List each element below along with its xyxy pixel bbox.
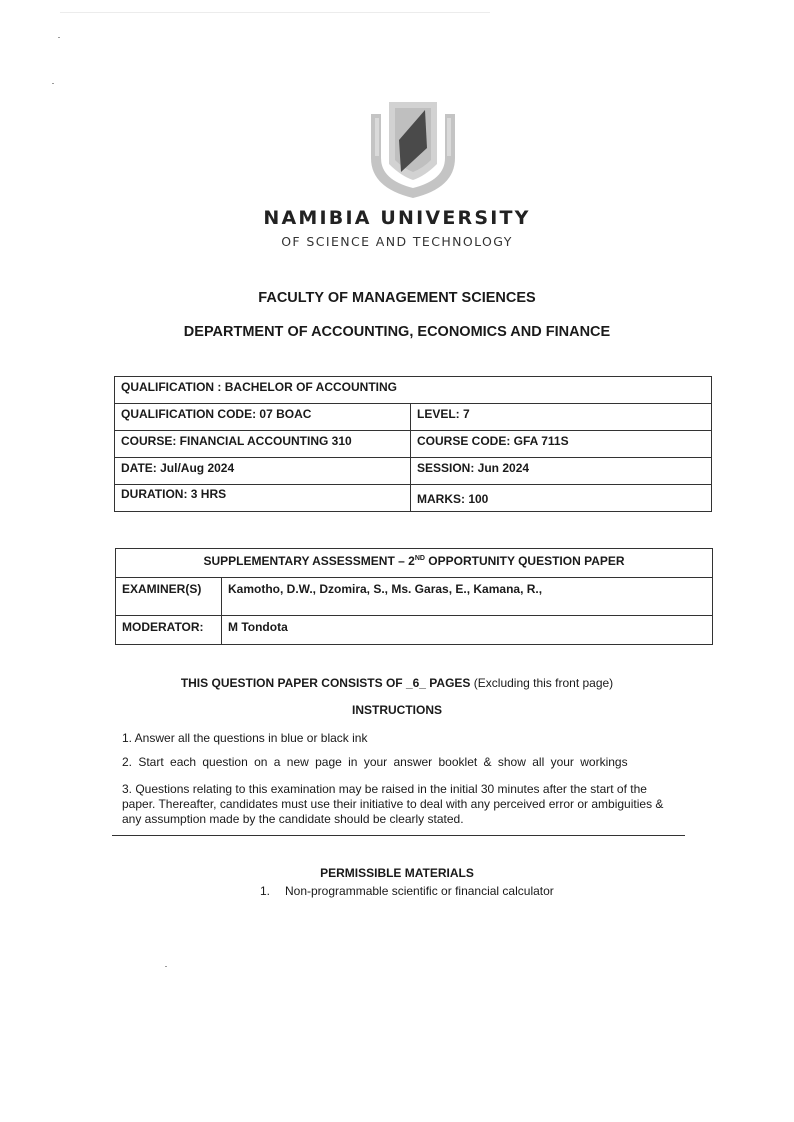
- scan-speck: [52, 83, 54, 84]
- moderator-label: MODERATOR:: [116, 616, 222, 645]
- duration-cell: DURATION: 3 HRS: [115, 485, 411, 512]
- session-cell: SESSION: Jun 2024: [411, 458, 712, 485]
- instructions-heading: INSTRUCTIONS: [352, 703, 442, 717]
- marks-cell: MARKS: 100: [411, 485, 712, 512]
- instruction-item: 1. Answer all the questions in blue or black ink: [122, 731, 368, 745]
- examiner-label: EXAMINER(S): [116, 578, 222, 616]
- course-code-cell: COURSE CODE: GFA 711S: [411, 431, 712, 458]
- qualification-cell: QUALIFICATION : BACHELOR OF ACCOUNTING: [115, 377, 712, 404]
- page-count-note: THIS QUESTION PAPER CONSISTS OF _6_ PAGES (Excluding this front page): [180, 676, 614, 690]
- divider: [112, 835, 685, 836]
- scan-artifact-line: [60, 12, 490, 13]
- examiner-value: Kamotho, D.W., Dzomira, S., Ms. Garas, E., Kamana, R.,: [222, 578, 713, 616]
- university-name: NAMIBIA UNIVERSITY: [263, 207, 531, 229]
- instruction-item: 2. Start each question on a new page in your answer booklet & show all your workings: [122, 755, 628, 769]
- level-cell: LEVEL: 7: [411, 404, 712, 431]
- course-cell: COURSE: FINANCIAL ACCOUNTING 310: [115, 431, 411, 458]
- qualification-code-cell: QUALIFICATION CODE: 07 BOAC: [115, 404, 411, 431]
- scan-speck: [58, 37, 60, 38]
- assessment-title: SUPPLEMENTARY ASSESSMENT – 2ND OPPORTUNITY QUESTION PAPER: [116, 549, 713, 578]
- scan-speck: [165, 966, 167, 967]
- instruction-item: 3. Questions relating to this examination may be raised in the initial 30 minutes after the start of the paper. Thereafter, candidates must use their initiative to deal with any perceived error or ambiguities & any assumption made by the candidate should be clearly stated.: [122, 782, 664, 826]
- university-shield-logo-icon: [365, 96, 461, 200]
- faculty-title: FACULTY OF MANAGEMENT SCIENCES: [258, 290, 536, 306]
- university-subtitle: OF SCIENCE AND TECHNOLOGY: [281, 234, 513, 249]
- moderator-value: M Tondota: [222, 616, 713, 645]
- qualification-table: [114, 376, 712, 512]
- date-cell: DATE: Jul/Aug 2024: [115, 458, 411, 485]
- permissible-materials-heading: PERMISSIBLE MATERIALS: [320, 866, 474, 880]
- permissible-item: 1. Non-programmable scientific or financial calculator: [260, 884, 554, 898]
- assessment-table: [115, 548, 713, 645]
- department-title: DEPARTMENT OF ACCOUNTING, ECONOMICS AND FINANCE: [183, 324, 611, 340]
